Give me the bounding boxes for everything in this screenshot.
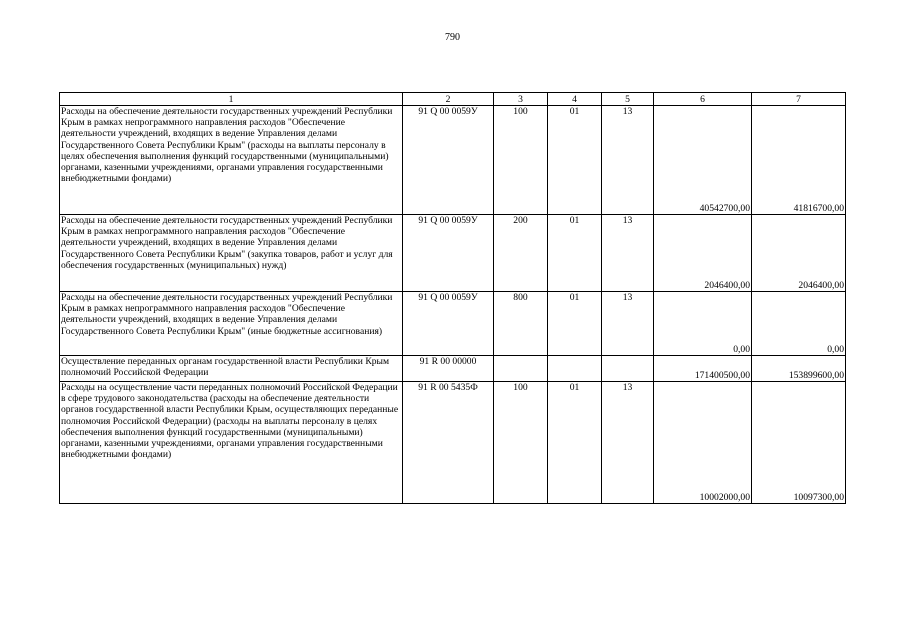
column-header: 3 [494,93,548,106]
table-row [60,292,846,356]
table-row [60,356,846,382]
row-amount-year1: 0,00 [654,292,752,356]
row-subsection: 13 [602,382,654,504]
column-header: 4 [548,93,602,106]
row-subsection: 13 [602,215,654,292]
row-section: 01 [548,382,602,504]
row-description: Расходы на обеспечение деятельности государственных учреждений Республики Крым в рамках непрограммного направления расходов "Обеспечение деятельности учреждений, входящих в ведение Управления делами Государственного Совета Республики Крым" (расходы на выплаты персоналу в целях обеспечения выполнения функций государственными (муниципальными) органами, казенными учреждениями, органами управления государственными внебюджетными фондами) [60,106,403,215]
row-section [548,356,602,382]
column-header: 1 [60,93,403,106]
row-amount-year1: 10002000,00 [654,382,752,504]
page-number: 790 [445,32,460,43]
row-description: Расходы на обеспечение деятельности государственных учреждений Республики Крым в рамках непрограммного направления расходов "Обеспечение деятельности учреждений, входящих в ведение Управления делами Государственного Совета Республики Крым" (закупка товаров, работ и услуг для обеспечения государственных (муниципальных) нужд) [60,215,403,292]
row-description: Расходы на осуществление части переданных полномочий Российской Федерации в сфере трудового законодательства (расходы на обеспечение деятельности органов государственной власти Республики Крым, осуществляющих переданные полномочия Российской Федерации) (расходы на выплаты персоналу в целях обеспечения выполнения функций государственными (муниципальными) органами, казенными учреждениями, органами управления государственными внебюджетными фондами) [60,382,403,504]
table-row [60,382,846,504]
row-description: Осуществление переданных органам государственной власти Республики Крым полномочий Российской Федерации [60,356,403,382]
row-amount-year2: 0,00 [752,292,846,356]
row-section: 01 [548,106,602,215]
row-amount-year2: 41816700,00 [752,106,846,215]
budget-table [59,92,846,504]
row-amount-year2: 2046400,00 [752,215,846,292]
row-amount-year1: 2046400,00 [654,215,752,292]
row-amount-year1: 40542700,00 [654,106,752,215]
row-amount-year2: 153899600,00 [752,356,846,382]
row-description: Расходы на обеспечение деятельности государственных учреждений Республики Крым в рамках непрограммного направления расходов "Обеспечение деятельности учреждений, входящих в ведение Управления делами Государственного Совета Республики Крым" (иные бюджетные ассигнования) [60,292,403,356]
column-header: 5 [602,93,654,106]
row-subsection [602,356,654,382]
row-expense-type: 100 [494,382,548,504]
row-target-code: 91 Q 00 0059У [403,215,494,292]
row-target-code: 91 Q 00 0059У [403,106,494,215]
column-header: 6 [654,93,752,106]
row-amount-year1: 171400500,00 [654,356,752,382]
table-header-row [60,93,846,106]
row-subsection: 13 [602,292,654,356]
row-section: 01 [548,292,602,356]
row-target-code: 91 R 00 5435Ф [403,382,494,504]
row-subsection: 13 [602,106,654,215]
row-expense-type: 200 [494,215,548,292]
table-row [60,215,846,292]
column-header: 7 [752,93,846,106]
row-target-code: 91 Q 00 0059У [403,292,494,356]
table-row [60,106,846,215]
row-expense-type: 800 [494,292,548,356]
row-amount-year2: 10097300,00 [752,382,846,504]
row-expense-type [494,356,548,382]
row-target-code: 91 R 00 00000 [403,356,494,382]
row-expense-type: 100 [494,106,548,215]
row-section: 01 [548,215,602,292]
column-header: 2 [403,93,494,106]
